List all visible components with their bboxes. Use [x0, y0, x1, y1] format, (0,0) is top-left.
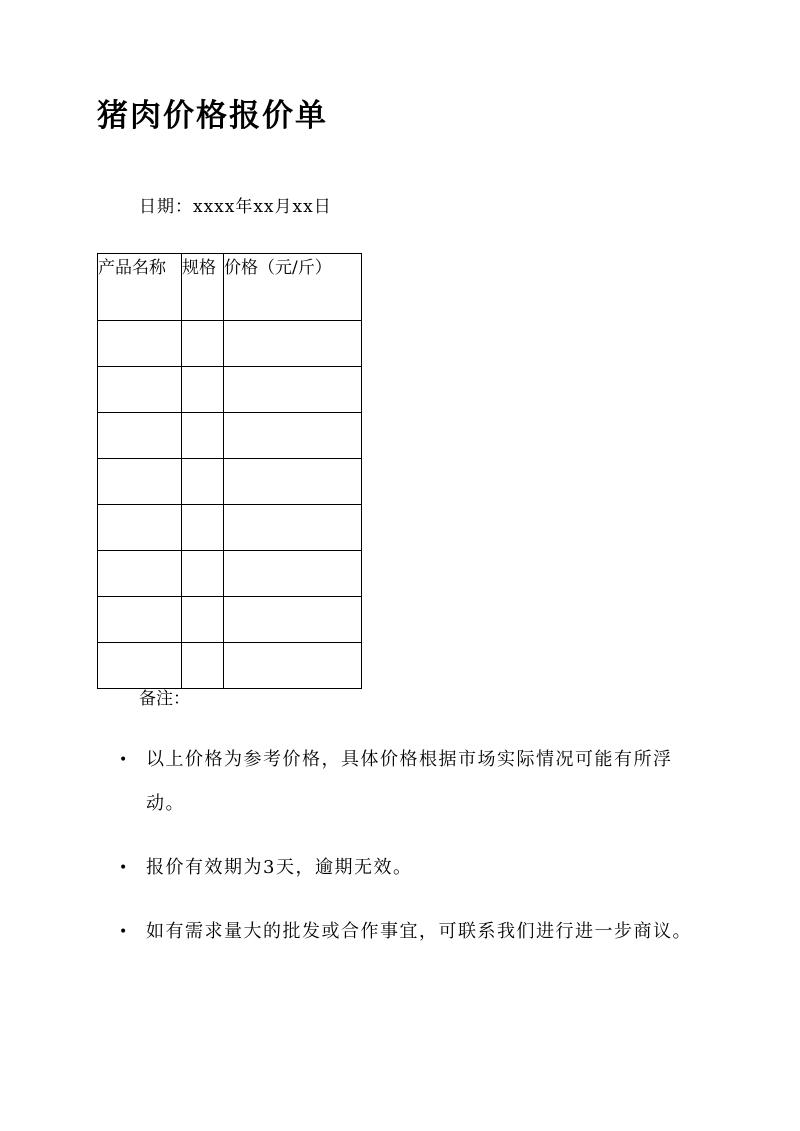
bullet-icon: • — [119, 860, 129, 876]
note-text: 报价有效期为3天，逾期无效。 — [146, 857, 413, 878]
cell-spec — [182, 413, 224, 459]
cell-product-name — [98, 505, 182, 551]
cell-price — [224, 459, 362, 505]
table-row — [98, 551, 362, 597]
cell-spec — [182, 459, 224, 505]
cell-spec — [182, 551, 224, 597]
table-row — [98, 321, 362, 367]
cell-spec — [182, 597, 224, 643]
cell-product-name — [98, 367, 182, 413]
cell-price — [224, 413, 362, 459]
table-header-row — [98, 254, 362, 321]
table-row — [98, 459, 362, 505]
cell-product-name — [98, 551, 182, 597]
table-row — [98, 505, 362, 551]
table-row — [98, 413, 362, 459]
cell-price — [224, 551, 362, 597]
cell-product-name — [98, 413, 182, 459]
bullet-icon: • — [119, 752, 129, 768]
table-row — [98, 367, 362, 413]
cell-spec — [182, 367, 224, 413]
price-table — [97, 253, 362, 689]
header-spec: 规格 — [182, 254, 224, 321]
list-item — [119, 738, 694, 826]
cell-spec — [182, 643, 224, 689]
table-row — [98, 643, 362, 689]
notes-list — [119, 738, 694, 974]
cell-price — [224, 367, 362, 413]
page-title: 猪肉价格报价单 — [97, 98, 328, 134]
list-item — [119, 910, 694, 954]
list-item — [119, 846, 694, 890]
cell-price — [224, 321, 362, 367]
cell-price — [224, 643, 362, 689]
cell-product-name — [98, 643, 182, 689]
cell-price — [224, 597, 362, 643]
date-line: 日期：xxxx年xx月xx日 — [139, 197, 332, 217]
cell-spec — [182, 505, 224, 551]
notes-label: 备注： — [139, 689, 190, 709]
note-text: 如有需求量大的批发或合作事宜，可联系我们进行进一步商议。 — [146, 921, 692, 942]
cell-product-name — [98, 321, 182, 367]
table-row — [98, 597, 362, 643]
bullet-icon: • — [119, 924, 129, 940]
cell-spec — [182, 321, 224, 367]
header-product-name: 产品名称 — [98, 254, 182, 321]
header-price: 价格（元/斤） — [224, 254, 362, 321]
cell-product-name — [98, 459, 182, 505]
note-text: 以上价格为参考价格，具体价格根据市场实际情况可能有所浮动。 — [146, 749, 673, 814]
cell-price — [224, 505, 362, 551]
cell-product-name — [98, 597, 182, 643]
